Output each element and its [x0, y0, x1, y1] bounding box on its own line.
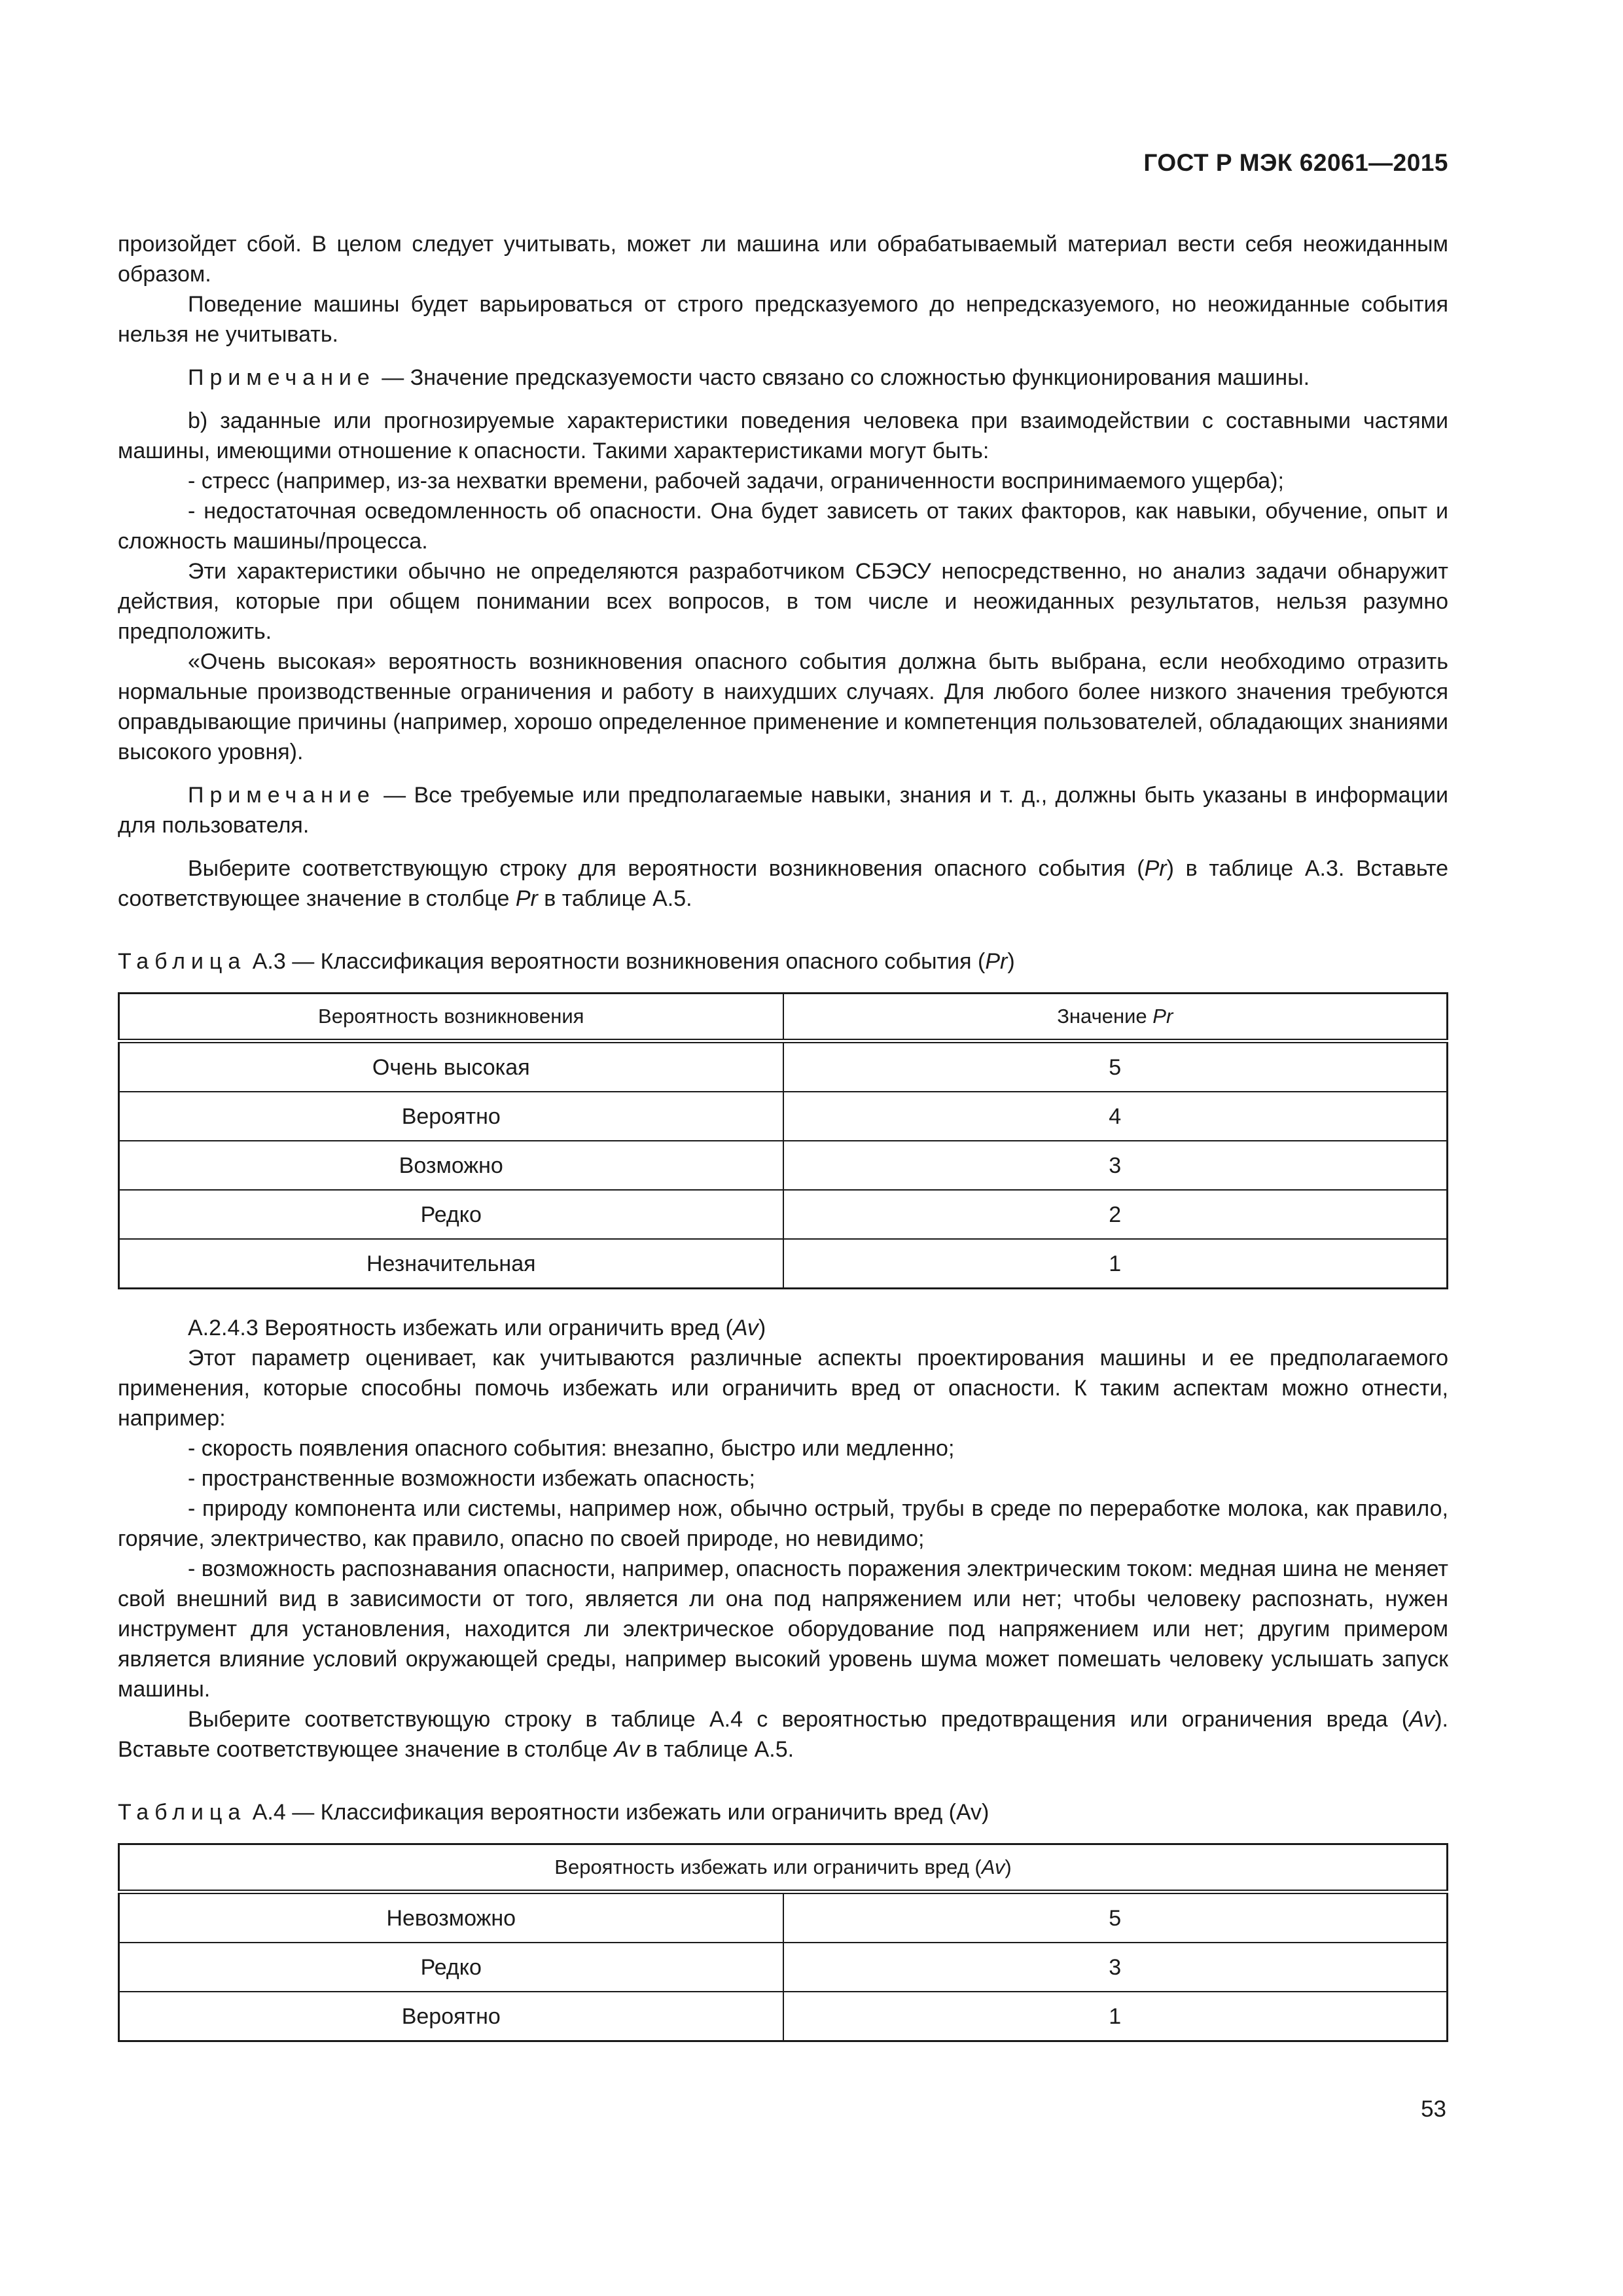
- caption-text: А.3 — Классификация вероятности возникновения опасного события (: [246, 949, 986, 974]
- table-row: [119, 1943, 1448, 1992]
- table-row: [119, 1041, 1448, 1092]
- text-run-italic: Av: [1409, 1707, 1435, 1732]
- text-run: ). Вставьте соответствующее значение в столбце: [118, 1707, 1448, 1762]
- header-cell-value: [783, 994, 1448, 1041]
- list-item: - недостаточная осведомленность об опасности. Она будет зависеть от таких факторов, как навыки, обучение, опыт и сложность машины/процесса.: [118, 499, 1448, 554]
- paragraph: Эти характеристики обычно не определяются разработчиком СБЭСУ непосредственно, но анализ задачи обнаружит действия, которые при общем понимании всех вопросов, в том числе и неожиданных результатов, нельзя разумно предположить.: [118, 559, 1448, 644]
- section-heading: [118, 1313, 1448, 1343]
- table-row: [119, 1892, 1448, 1943]
- caption-italic: Pr: [985, 949, 1008, 974]
- header-cell-probability: Вероятность возникновения: [119, 994, 783, 1041]
- text-run: в таблице А.5.: [639, 1737, 794, 1762]
- paragraph: Этот параметр оценивает, как учитываются различные аспекты проектирования машины и ее предполагаемого применения, которые способны помочь избежать или ограничить вред от опасности. К таким аспектам можно отнести, например:: [118, 1346, 1448, 1431]
- list-item: - пространственные возможности избежать опасность;: [188, 1466, 755, 1491]
- header-italic: Av: [981, 1856, 1005, 1878]
- caption-label: Таблица: [118, 1800, 247, 1825]
- text-run-italic: Pr: [515, 886, 538, 911]
- paragraph: Поведение машины будет варьироваться от строго предсказуемого до непредсказуемого, но неожиданные события нельзя не учитывать.: [118, 292, 1448, 347]
- list-item: - стресс (например, из-за нехватки времени, рабочей задачи, ограниченности воспринимаемого ущерба);: [188, 469, 1284, 493]
- heading-text: А.2.4.3 Вероятность избежать или ограничить вред (: [188, 1316, 733, 1340]
- page-number: 53: [1421, 2096, 1446, 2122]
- table-row: [119, 1141, 1448, 1190]
- heading-end: ): [758, 1316, 766, 1340]
- header-end: ): [1005, 1856, 1012, 1878]
- table-cell-label: Вероятно: [119, 1092, 783, 1141]
- table-cell-value: 3: [783, 1943, 1448, 1992]
- table-header-row: [119, 994, 1448, 1041]
- standard-designation: ГОСТ Р МЭК 62061—2015: [1143, 149, 1448, 176]
- text-run-italic: Pr: [1144, 856, 1167, 881]
- caption-text: А.4 — Классификация вероятности избежать или ограничить вред (Av): [246, 1800, 990, 1825]
- note-label: Примечание: [188, 365, 376, 390]
- caption-label: Таблица: [118, 949, 247, 974]
- table-cell-value: 1: [783, 1992, 1448, 2041]
- table-cell-value: 1: [783, 1239, 1448, 1289]
- header-text: Значение: [1057, 1005, 1153, 1028]
- table-header-row: [119, 1844, 1448, 1892]
- list-item: - скорость появления опасного события: внезапно, быстро или медленно;: [188, 1436, 955, 1461]
- text-run-italic: Av: [614, 1737, 640, 1762]
- table-row: [119, 1239, 1448, 1289]
- note-text: — Все требуемые или предполагаемые навыки, знания и т. д., должны быть указаны в информации для пользователя.: [118, 783, 1448, 838]
- text-run: в таблице А.5.: [537, 886, 692, 911]
- paragraph: произойдет сбой. В целом следует учитывать, может ли машина или обрабатываемый материал вести себя неожиданным образом.: [118, 232, 1448, 287]
- paragraph: «Очень высокая» вероятность возникновения опасного события должна быть выбрана, если необходимо отразить нормальные производственные ограничения и работу в наихудших случаях. Для любого более низкого значения требуются оправдывающие причины (например, хорошо определенное применение и компетенция пользователей, обладающих знаниями высокого уровня).: [118, 649, 1448, 764]
- table-cell-label: Вероятно: [119, 1992, 783, 2041]
- table-cell-label: Редко: [119, 1190, 783, 1239]
- caption-end: ): [1007, 949, 1015, 974]
- text-run: Выберите соответствующую строку для вероятности возникновения опасного события (: [188, 856, 1145, 881]
- table-cell-label: Незначительная: [119, 1239, 783, 1289]
- table-cell-label: Очень высокая: [119, 1041, 783, 1092]
- table-cell-label: Редко: [119, 1943, 783, 1992]
- table-a3: [118, 992, 1448, 1289]
- paragraph: b) заданные или прогнозируемые характеристики поведения человека при взаимодействии с составными частями машины, имеющими отношение к опасности. Такими характеристиками могут быть:: [118, 408, 1448, 463]
- header-cell-avoidance: [119, 1844, 1448, 1892]
- document-body: [118, 229, 1448, 2042]
- table-row: [119, 1092, 1448, 1141]
- header-text: Вероятность избежать или ограничить вред (: [554, 1856, 982, 1878]
- table-cell-value: 2: [783, 1190, 1448, 1239]
- note: [118, 780, 1448, 840]
- note: [118, 363, 1448, 393]
- header-italic: Pr: [1152, 1005, 1173, 1028]
- heading-italic: Av: [732, 1316, 758, 1340]
- text-run: ) в таблице А.3. Вставьте соответствующее значение в столбце: [118, 856, 1449, 911]
- list-item: - возможность распознавания опасности, например, опасность поражения электрическим током: медная шина не меняет свой внешний вид в зависимости от того, является ли она под напряжением или нет; чтобы человеку распознать, нужен инструмент для установления, находится ли электрическое оборудование под напряжением или нет; другим примером является влияние условий окружающей среды, например высокий уровень шума может помешать человеку услышать запуск машины.: [118, 1556, 1448, 1702]
- table-cell-label: Возможно: [119, 1141, 783, 1190]
- paragraph: [118, 1704, 1448, 1765]
- table-a4-caption: [118, 1797, 1448, 1827]
- table-row: [119, 1992, 1448, 2041]
- note-label: Примечание: [188, 783, 376, 808]
- table-a4: [118, 1843, 1448, 2042]
- table-cell-value: 5: [783, 1041, 1448, 1092]
- table-a3-caption: [118, 946, 1448, 977]
- table-cell-label: Невозможно: [119, 1892, 783, 1943]
- note-text: — Значение предсказуемости часто связано со сложностью функционирования машины.: [375, 365, 1310, 390]
- paragraph: [118, 853, 1448, 914]
- table-cell-value: 3: [783, 1141, 1448, 1190]
- table-cell-value: 5: [783, 1892, 1448, 1943]
- table-row: [119, 1190, 1448, 1239]
- table-cell-value: 4: [783, 1092, 1448, 1141]
- list-item: - природу компонента или системы, например нож, обычно острый, трубы в среде по переработке молока, как правило, горячие, электричество, как правило, опасно по своей природе, но невидимо;: [118, 1496, 1448, 1551]
- text-run: Выберите соответствующую строку в таблице А.4 с вероятностью предотвращения или ограничения вреда (: [188, 1707, 1410, 1732]
